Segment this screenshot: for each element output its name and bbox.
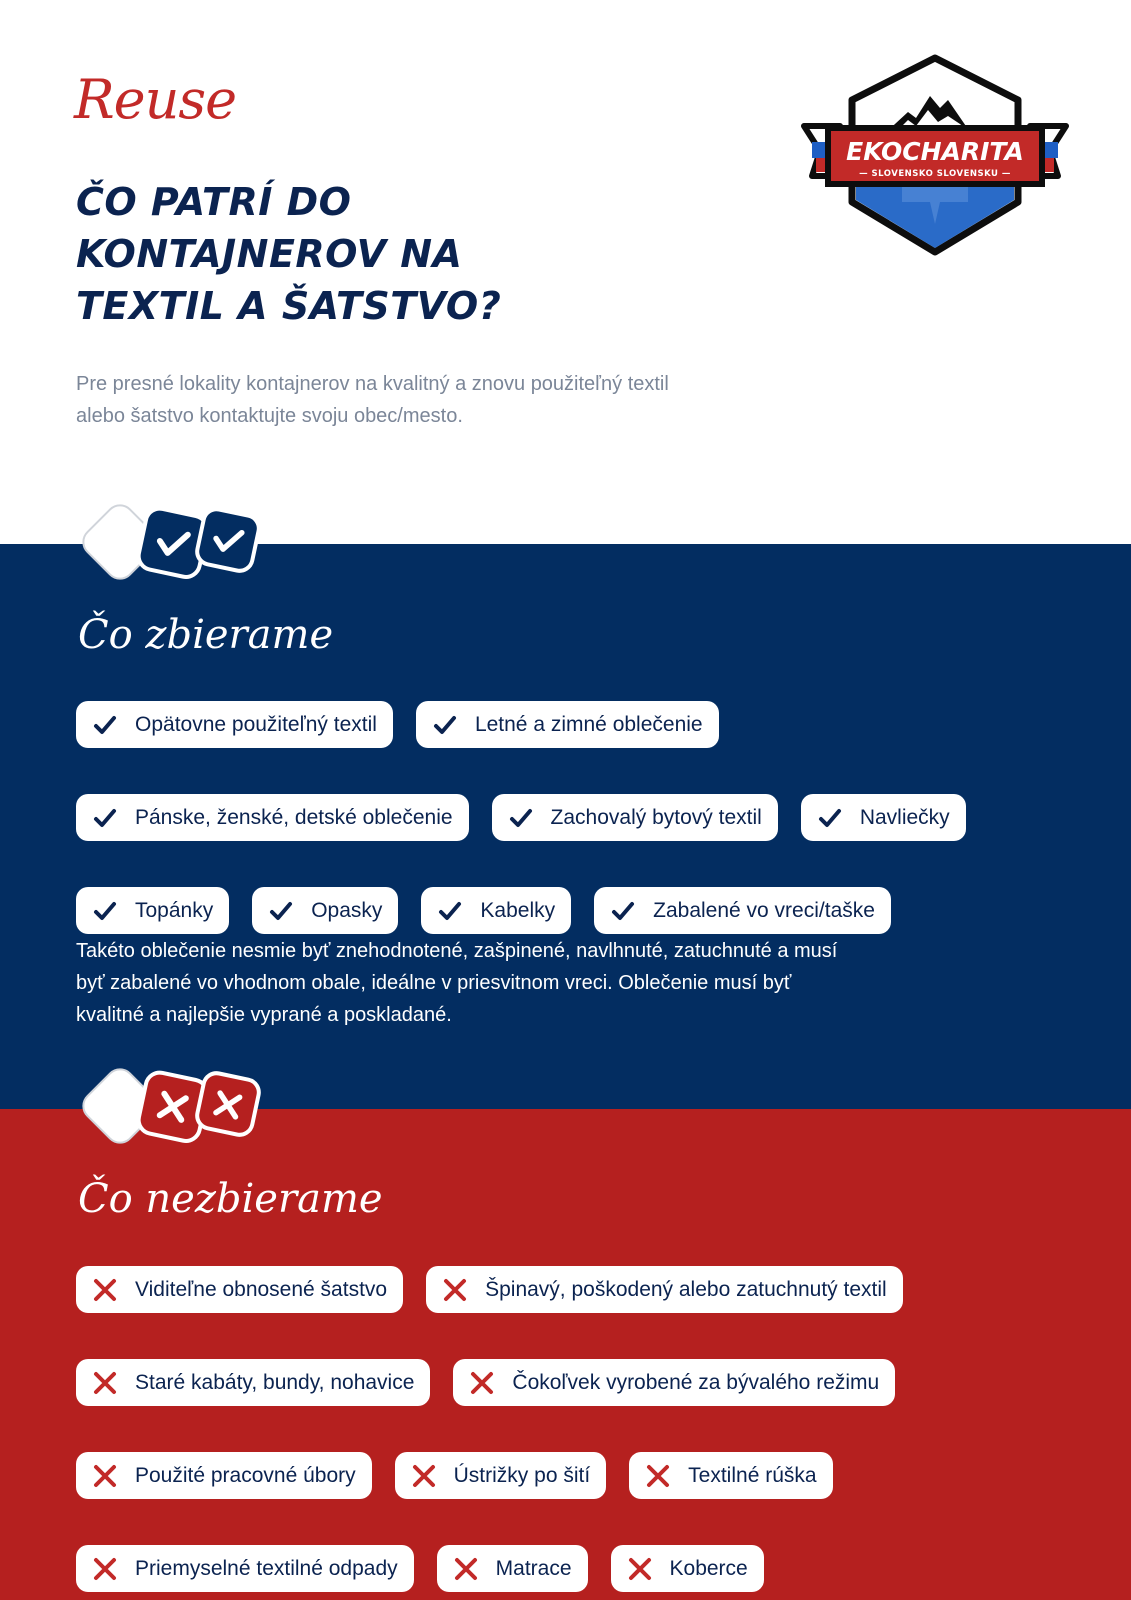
collected-item-label: Topánky bbox=[135, 898, 214, 922]
collected-item-label: Opasky bbox=[311, 898, 383, 922]
check-tiles-icon bbox=[82, 504, 282, 594]
check-icon bbox=[268, 898, 294, 924]
collected-item-label: Opätovne použiteľný textil bbox=[135, 712, 377, 736]
logo-name: EKOCHARITA bbox=[846, 137, 1024, 166]
not-collected-item bbox=[611, 1545, 764, 1592]
collected-item-label: Zabalené vo vreci/taške bbox=[653, 898, 875, 922]
collected-note: Takéto oblečenie nesmie byť znehodnotené, zašpinené, navlhnuté, zatuchnuté a musí byť zabalené vo vhodnom obale, ideálne v priesvitnom vreci. Oblečenie musí byť kvalitné a najlepšie vyprané a poskladané. bbox=[76, 940, 838, 1026]
collected-item bbox=[492, 794, 778, 841]
check-icon bbox=[508, 805, 534, 831]
not-collected-item-label: Staré kabáty, bundy, nohavice bbox=[135, 1370, 415, 1394]
not-collected-item-label: Matrace bbox=[495, 1556, 572, 1580]
collected-item bbox=[76, 794, 469, 841]
not-collected-item-label: Použité pracovné úbory bbox=[135, 1463, 356, 1487]
title-line-1: ČO PATRÍ DO bbox=[76, 180, 352, 224]
check-icon bbox=[92, 712, 118, 738]
not-collected-item-label: Čokoľvek vyrobené za bývalého režimu bbox=[512, 1370, 880, 1394]
cross-icon bbox=[627, 1556, 653, 1582]
not-collected-item-label: Viditeľne obnosené šatstvo bbox=[135, 1277, 388, 1301]
not-collected-item-label: Ústrižky po šití bbox=[453, 1463, 591, 1487]
not-collected-item bbox=[629, 1452, 832, 1499]
not-collected-item bbox=[76, 1452, 372, 1499]
collected-item-label: Letné a zimné oblečenie bbox=[474, 712, 703, 736]
cross-icon bbox=[92, 1463, 118, 1489]
cross-icon bbox=[92, 1277, 118, 1303]
not-collected-item-label: Koberce bbox=[669, 1556, 748, 1580]
not-collected-item-label: Textilné rúška bbox=[688, 1463, 817, 1487]
not-collected-list bbox=[76, 1266, 1076, 1592]
cross-icon bbox=[92, 1556, 118, 1582]
cross-icon bbox=[411, 1463, 437, 1489]
brand-script-title: Reuse bbox=[74, 68, 237, 131]
cross-icon bbox=[469, 1370, 495, 1396]
intro-text: Pre presné lokality kontajnerov na kvalitný a znovu použiteľný textil alebo šatstvo kontaktujte svoju obec/mesto. bbox=[76, 373, 669, 427]
collected-item bbox=[252, 887, 398, 934]
collected-item-label: Navliečky bbox=[859, 805, 950, 829]
not-collected-item-label: Špinavý, poškodený alebo zatuchnutý textil bbox=[485, 1277, 887, 1301]
not-collected-item bbox=[76, 1545, 414, 1592]
cross-tiles-icon bbox=[82, 1068, 282, 1158]
check-icon bbox=[610, 898, 636, 924]
collected-list bbox=[76, 701, 1076, 934]
collected-item bbox=[421, 887, 571, 934]
title-line-2: KONTAJNEROV NA bbox=[76, 232, 463, 276]
check-icon bbox=[432, 712, 458, 738]
not-collected-item bbox=[395, 1452, 607, 1499]
check-icon bbox=[437, 898, 463, 924]
check-icon bbox=[92, 898, 118, 924]
check-icon bbox=[92, 805, 118, 831]
logo-tagline: — SLOVENSKO SLOVENSKU — bbox=[859, 169, 1011, 179]
not-collected-item-label: Priemyselné textilné odpady bbox=[135, 1556, 398, 1580]
not-collected-item bbox=[453, 1359, 895, 1406]
page-title bbox=[76, 176, 636, 332]
collected-item bbox=[416, 701, 719, 748]
collected-title: Čo zbierame bbox=[78, 612, 334, 658]
not-collected-item bbox=[426, 1266, 903, 1313]
collected-item-label: Kabelky bbox=[480, 898, 556, 922]
collected-item-label: Zachovalý bytový textil bbox=[550, 805, 762, 829]
ekocharita-logo bbox=[790, 52, 1080, 262]
cross-icon bbox=[645, 1463, 671, 1489]
collected-item bbox=[801, 794, 966, 841]
cross-icon bbox=[442, 1277, 468, 1303]
collected-item bbox=[76, 887, 229, 934]
collected-item bbox=[594, 887, 891, 934]
collected-item-label: Pánske, ženské, detské oblečenie bbox=[135, 805, 453, 829]
check-icon bbox=[817, 805, 843, 831]
collected-item bbox=[76, 701, 393, 748]
not-collected-item bbox=[76, 1266, 403, 1313]
not-collected-title: Čo nezbierame bbox=[78, 1176, 383, 1222]
cross-icon bbox=[92, 1370, 118, 1396]
title-line-3: TEXTIL A ŠATSTVO? bbox=[76, 284, 502, 328]
cross-icon bbox=[453, 1556, 479, 1582]
not-collected-item bbox=[437, 1545, 588, 1592]
not-collected-item bbox=[76, 1359, 430, 1406]
